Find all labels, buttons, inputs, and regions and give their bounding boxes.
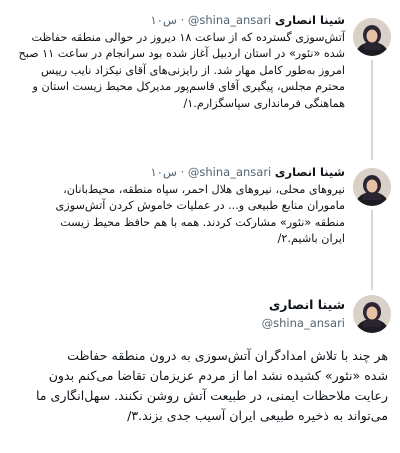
text-line: هر چند با تلاش امدادگران آتش‌سوزی به درون منطقه حفاظت <box>67 348 388 363</box>
author-handle[interactable]: @shina_ansari <box>187 165 272 179</box>
author-name[interactable]: شینا انصاری <box>274 165 345 179</box>
text-line: ایران باشیم.۲/ <box>277 232 345 246</box>
tweet-text <box>18 346 388 426</box>
separator-dot: · <box>180 165 185 179</box>
text-line: رعایت ملاحظات ایمنی، در طبیعت آتش روشن نکنند. سهل‌انگاری ما <box>35 388 388 403</box>
text-line: می‌تواند به ذخیره طبیعی ایران آسیب جدی بزند.۳/ <box>127 408 388 423</box>
text-line: امروز به‌طور کامل مهار شد. از رایزنی‌های آقای نیکزاد نایب رییس <box>41 63 345 77</box>
timestamp[interactable]: ۱۰س <box>150 165 177 179</box>
author-name[interactable]: شینا انصاری <box>268 297 345 312</box>
separator-dot: · <box>180 13 185 27</box>
author-handle[interactable]: @shina_ansari <box>261 316 345 330</box>
author-handle[interactable]: @shina_ansari <box>187 13 272 27</box>
avatar[interactable] <box>353 18 391 56</box>
text-line: نیروهای محلی، نیروهای هلال احمر، سپاه منطقه، محیط‌بانان، <box>63 183 345 196</box>
tweet-1[interactable] <box>0 0 400 150</box>
tweet-text <box>5 30 345 112</box>
avatar[interactable] <box>353 295 391 333</box>
tweet-header <box>151 12 345 28</box>
thread-line <box>371 60 373 160</box>
thread-line <box>371 210 373 290</box>
timestamp[interactable]: ۱۰س <box>150 13 177 27</box>
main-tweet[interactable] <box>0 280 400 453</box>
text-line: آتش‌سوزی گسترده که از ساعت ۱۸ دیروز در حوالی منطقه حفاظت <box>31 31 345 44</box>
author-name[interactable]: شینا انصاری <box>274 13 345 27</box>
profile-photo-icon <box>353 168 391 206</box>
tweet-2[interactable] <box>0 150 400 280</box>
text-line: ماموران منابع طبیعی و... در عملیات خاموش کردن آتش‌سوزی <box>55 199 345 213</box>
text-line: هماهنگی فرمانداری سپاسگزارم.۱/ <box>183 96 345 110</box>
text-line: منطقه «نئور» مشارکت کردند. همه با هم حافظ محیط زیست <box>60 215 345 229</box>
tweet-text <box>5 182 345 248</box>
profile-photo-icon <box>353 295 391 333</box>
text-line: شده «نئور» در استان اردبیل آغاز شده بود سرانجام در ساعت ۱۱ صبح <box>18 47 345 61</box>
profile-photo-icon <box>353 18 391 56</box>
avatar[interactable] <box>353 168 391 206</box>
text-line: شده «نئور» کشیده نشد اما از مردم عزیزمان تقاضا می‌کنم بدون <box>48 368 388 383</box>
tweet-header <box>151 164 345 180</box>
text-line: محترم مجلس، پیگیری آقای قاسم‌پور مدیرکل محیط زیست استان و <box>32 80 345 94</box>
